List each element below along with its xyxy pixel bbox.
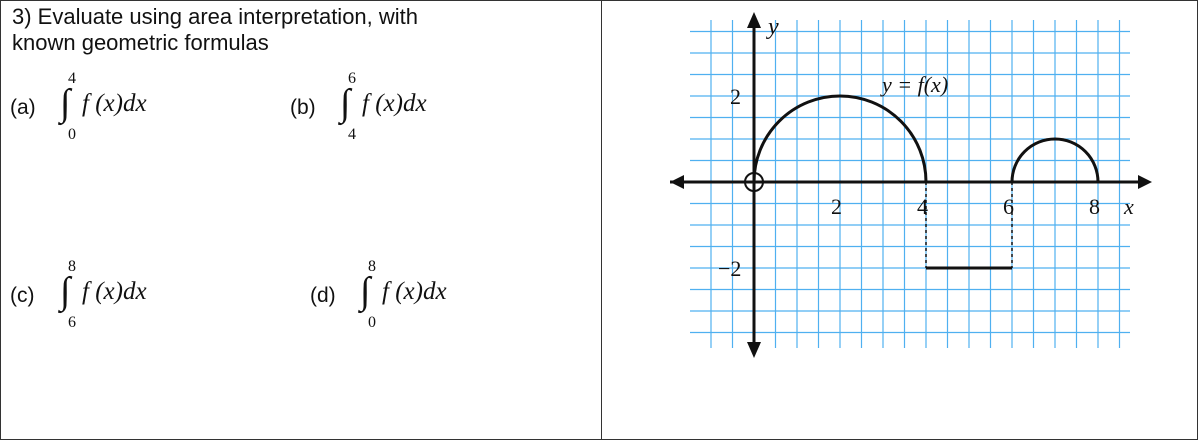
axes	[670, 12, 1152, 358]
part-c-integral	[60, 258, 220, 338]
upper-limit: 8	[68, 258, 76, 275]
x-tick-4: 4	[917, 194, 928, 219]
integrand: f (x)dx	[82, 278, 147, 305]
part-a-label: (a)	[10, 96, 36, 119]
integrand: f (x)dx	[82, 90, 147, 117]
question-prompt	[12, 4, 592, 56]
y-tick-neg2: −2	[718, 256, 742, 281]
part-b-integral	[340, 70, 500, 150]
lower-limit: 0	[368, 314, 376, 331]
part-d-integral	[360, 258, 520, 338]
lower-limit: 4	[348, 126, 356, 143]
grid	[690, 20, 1130, 348]
upper-limit: 6	[348, 70, 356, 87]
part-d-label: (d)	[310, 284, 336, 307]
x-axis-label: x	[1124, 194, 1134, 219]
x-axis-left-arrow	[670, 175, 684, 189]
part-a-integral	[60, 70, 220, 150]
integral-sign: ∫	[340, 82, 351, 124]
integrand: f (x)dx	[362, 90, 427, 117]
column-divider	[601, 0, 602, 440]
lower-limit: 6	[68, 314, 76, 331]
x-tick-6: 6	[1003, 194, 1014, 219]
part-b-label: (b)	[290, 96, 316, 119]
integral-sign: ∫	[60, 82, 71, 124]
upper-limit: 4	[68, 70, 76, 87]
y-tick-2: 2	[730, 84, 741, 109]
integral-sign: ∫	[360, 270, 371, 312]
lower-limit: 0	[68, 126, 76, 143]
upper-limit: 8	[368, 258, 376, 275]
curve-label: y = f(x)	[882, 72, 949, 97]
y-axis-label: y	[768, 14, 779, 40]
x-tick-8: 8	[1089, 194, 1100, 219]
x-tick-2: 2	[831, 194, 842, 219]
graph-svg	[660, 8, 1160, 368]
integrand: f (x)dx	[382, 278, 447, 305]
integral-sign: ∫	[60, 270, 71, 312]
x-axis-arrow	[1138, 175, 1152, 189]
y-axis-down-arrow	[747, 342, 761, 358]
question-line-1: 3) Evaluate using area interpretation, with	[12, 4, 419, 29]
y-axis-arrow	[747, 12, 761, 28]
question-line-2: known geometric formulas	[12, 30, 269, 55]
part-c-label: (c)	[10, 284, 35, 307]
function-graph	[660, 8, 1160, 368]
